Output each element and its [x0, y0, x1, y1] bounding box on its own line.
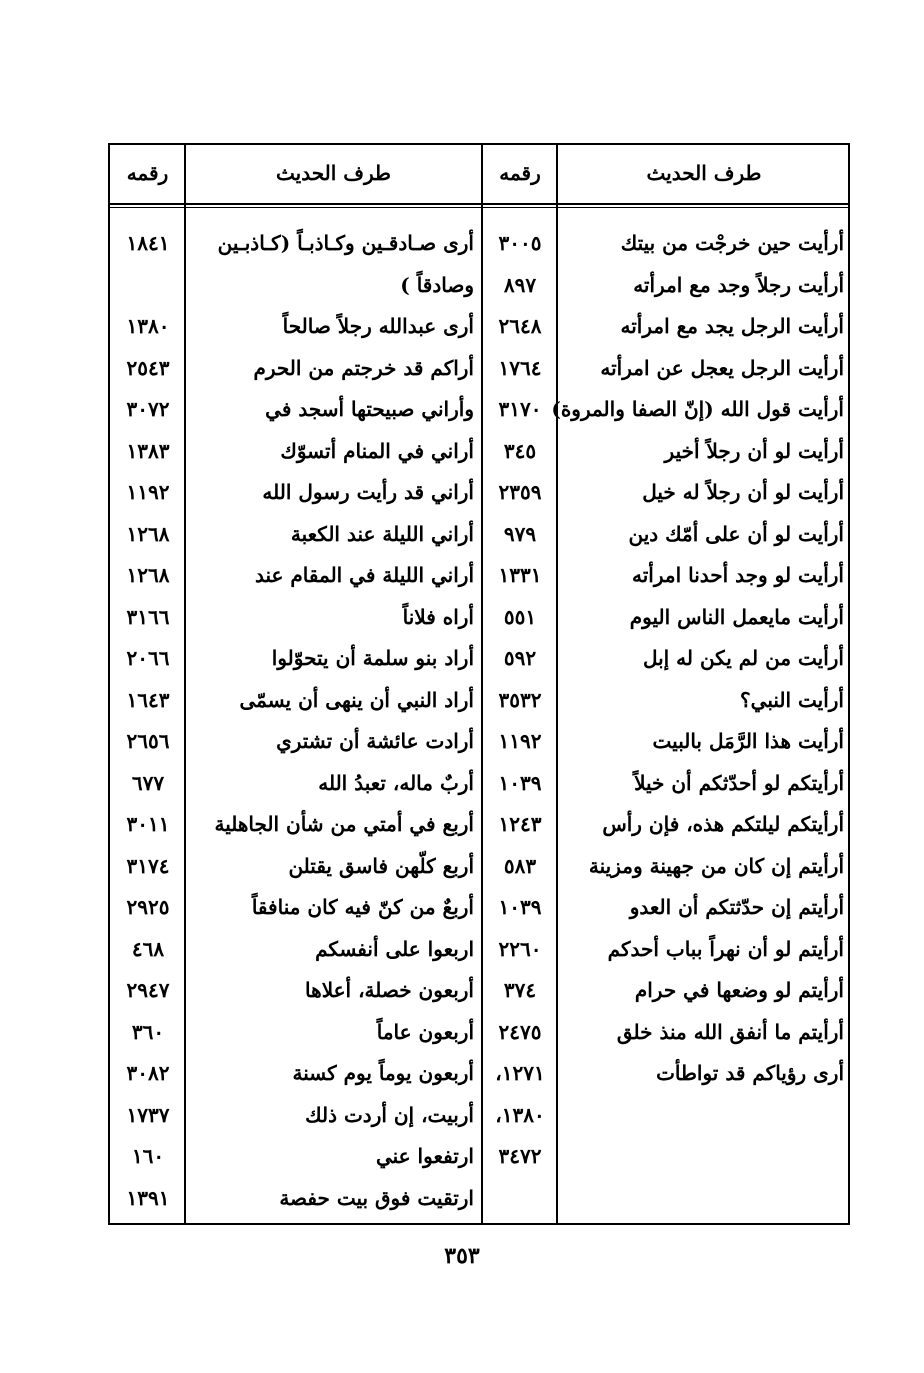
hadith-phrase: أرأيتكم لو أحدّثكم أن خيلاً	[634, 770, 844, 795]
hadith-phrase: أربعون يوماً يوم كسنة	[292, 1061, 474, 1085]
hadith-number: ١٧٣٧	[126, 1102, 170, 1127]
hadith-phrase	[562, 1095, 844, 1137]
hadith-phrase: وأراني صبيحتها أسجد في	[265, 397, 474, 421]
hadith-number: ٢٣٥٩	[498, 480, 542, 504]
hadith-number: ٢٦٥٦	[126, 729, 170, 753]
hadith-phrase	[562, 1136, 844, 1178]
hadith-number: ٩٧٩	[503, 521, 537, 546]
hadith-number: ٢٥٤٣	[126, 355, 170, 380]
hadith-phrase: أرأيتم إن كان من جهينة ومزينة	[588, 853, 844, 878]
hadith-phrase: أرأيتم ما أنفق الله منذ خلق	[616, 1019, 844, 1044]
hadith-number: ٨٩٧	[503, 272, 537, 297]
hadith-phrase: أربع كلّهن فاسق يقتلن	[288, 853, 474, 878]
hadith-phrase: أراه فلاناً	[402, 604, 474, 629]
hadith-phrase: أرأيت حين خرجْت من بيتك	[620, 231, 844, 255]
header-num-right: رقمه	[499, 161, 541, 185]
hadith-phrase: ارتقيت فوق بيت حفصة	[279, 1185, 474, 1210]
hadith-phrase: أرأيت لو أن رجلاً أخير	[664, 438, 844, 463]
hadith-number: ٣٠٠٥	[498, 231, 542, 255]
header-text-right: طرف الحديث	[646, 161, 762, 185]
hadith-number: ٢٦٤٨	[498, 314, 542, 338]
hadith-phrase: أراكم قد خرجتم من الحرم	[253, 355, 474, 380]
hadith-phrase: أرأيت لو وجد أحدنا امرأته	[631, 563, 844, 587]
hadith-number: ١٦٠	[131, 1144, 165, 1168]
hadith-number: ٣٦٠	[131, 1019, 165, 1044]
hadith-phrase: ارتفعوا عني	[375, 1144, 474, 1168]
hadith-number: ٤٦٨	[131, 936, 165, 961]
hadith-phrase: أرأيتم لو أن نهراً بباب أحدكم	[607, 936, 844, 961]
hadith-number: ١٢٦٨	[126, 521, 170, 546]
hadith-number: ٣٠١١	[126, 812, 170, 836]
hadith-phrase: أرأيت هذا الرَّمَل بالبيت	[652, 729, 844, 753]
hadith-number: ٢٤٧٥	[498, 1019, 542, 1044]
hadith-number: ٣٧٤	[503, 978, 537, 1002]
left-text-column	[188, 223, 474, 1219]
hadith-phrase: أرأيت الرجل يجد مع امرأته	[620, 314, 844, 338]
hadith-number: ١٣٨٠،	[495, 1102, 545, 1127]
hadith-number: ٣٤٧٢	[498, 1144, 542, 1168]
hadith-number: ٣١٦٦	[126, 604, 170, 629]
hadith-number: ١٣٩١	[126, 1185, 170, 1210]
hadith-phrase: أربٌ ماله، تعبدُ الله	[318, 770, 474, 795]
hadith-phrase: أرأيت قول الله (إنّ الصفا والمروة)	[551, 397, 844, 421]
header-text-left: طرف الحديث	[276, 161, 391, 185]
hadith-number: ٥٥١	[503, 604, 537, 629]
hadith-number: ٣٥٣٢	[498, 687, 542, 712]
hadith-number: ١١٩٢	[126, 480, 170, 504]
header-divider	[110, 203, 848, 205]
hadith-number: ١٣٨٠	[126, 314, 170, 338]
hadith-number: ١٦٤٣	[126, 687, 170, 712]
hadith-phrase: أرأيت من لم يكن له إبل	[642, 646, 844, 670]
index-table	[108, 143, 850, 1225]
hadith-number: ٣٠٨٢	[126, 1061, 170, 1085]
hadith-phrase: أرى صـادقـين وكـاذبـاً (كـاذبـين	[217, 231, 474, 255]
hadith-phrase: أرأيتكم ليلتكم هذه، فإن رأس	[602, 812, 844, 836]
hadith-phrase: أراد بنو سلمة أن يتحوّلوا	[271, 646, 474, 670]
hadith-number: ٦٧٧	[131, 770, 165, 795]
header-num-left: رقمه	[126, 161, 169, 185]
hadith-phrase: أربعون خصلة، أعلاها	[305, 978, 474, 1002]
hadith-number: ١٨٤١	[126, 231, 170, 255]
hadith-number: ١٢٧١،	[495, 1061, 545, 1085]
hadith-number: ٣١٧٠	[498, 397, 542, 421]
hadith-phrase	[562, 1178, 844, 1220]
hadith-phrase: أرأيتم لو وضعها في حرام	[634, 978, 844, 1002]
hadith-phrase: أرأيت لو أن على أمّك دين	[628, 521, 844, 546]
column-divider	[184, 145, 186, 1223]
hadith-number: ٢٢٦٠	[498, 936, 542, 961]
hadith-phrase: أراني الليلة عند الكعبة	[290, 521, 474, 546]
hadith-number: ٣٠٧٢	[126, 397, 170, 421]
left-number-column	[112, 223, 184, 1219]
hadith-number: ٣١٧٤	[126, 853, 170, 878]
right-number-column	[484, 223, 556, 1219]
column-divider	[556, 145, 558, 1223]
hadith-phrase: أرأيت النبي؟	[740, 687, 844, 712]
hadith-phrase: أربعون عاماً	[376, 1019, 474, 1044]
hadith-number	[112, 265, 184, 307]
hadith-phrase: أرى رؤياكم قد تواطأت	[656, 1061, 844, 1085]
right-text-column	[551, 223, 844, 1219]
hadith-number: ٥٨٣	[503, 853, 537, 878]
hadith-number: ١٧٦٤	[498, 355, 542, 380]
hadith-number: ١٣٣١	[498, 563, 542, 587]
page-number: ٣٥٣	[444, 1243, 480, 1269]
hadith-number: ٢٩٤٧	[126, 978, 170, 1002]
hadith-phrase: أرأيتم إن حدّثتكم أن العدو	[629, 895, 844, 919]
hadith-number: ١٠٣٩	[498, 895, 542, 919]
hadith-phrase: اربعوا على أنفسكم	[315, 936, 474, 961]
hadith-phrase: أراد النبي أن ينهى أن يسمّى	[239, 687, 474, 712]
hadith-phrase: أرأيت رجلاً وجد مع امرأته	[633, 272, 844, 297]
header-divider-thin	[110, 207, 848, 208]
hadith-phrase: أرادت عائشة أن تشتري	[276, 729, 474, 753]
hadith-phrase: وصادقاً )	[400, 272, 474, 297]
hadith-phrase: أراني الليلة في المقام عند	[254, 563, 474, 587]
hadith-phrase: أراني قد رأيت رسول الله	[262, 480, 474, 504]
hadith-number	[484, 1178, 556, 1220]
hadith-number: ١٣٨٣	[126, 438, 170, 463]
hadith-phrase: أرى عبدالله رجلاً صالحاً	[282, 314, 474, 338]
column-divider	[481, 145, 483, 1223]
hadith-phrase: أربع في أمتي من شأن الجاهلية	[214, 812, 474, 836]
hadith-phrase: أراني في المنام أتسوّك	[280, 438, 474, 463]
hadith-phrase: أرأيت الرجل يعجل عن امرأته	[600, 355, 844, 380]
hadith-phrase: أربيت، إن أردت ذلك	[305, 1102, 474, 1127]
hadith-phrase: أرأيت لو أن رجلاً له خيل	[642, 480, 844, 504]
hadith-phrase: أربعٌ من كنّ فيه كان منافقاً	[251, 895, 474, 919]
hadith-number: ٢٩٢٥	[126, 895, 170, 919]
hadith-number: ١٢٦٨	[126, 563, 170, 587]
hadith-number: ٢٠٦٦	[126, 646, 170, 670]
hadith-number: ٣٤٥	[503, 438, 537, 463]
hadith-phrase: أرأيت مايعمل الناس اليوم	[629, 604, 844, 629]
hadith-number: ١١٩٢	[498, 729, 542, 753]
hadith-number: ٥٩٢	[503, 646, 537, 670]
hadith-number: ١٢٤٣	[498, 812, 542, 836]
hadith-number: ١٠٣٩	[498, 770, 542, 795]
